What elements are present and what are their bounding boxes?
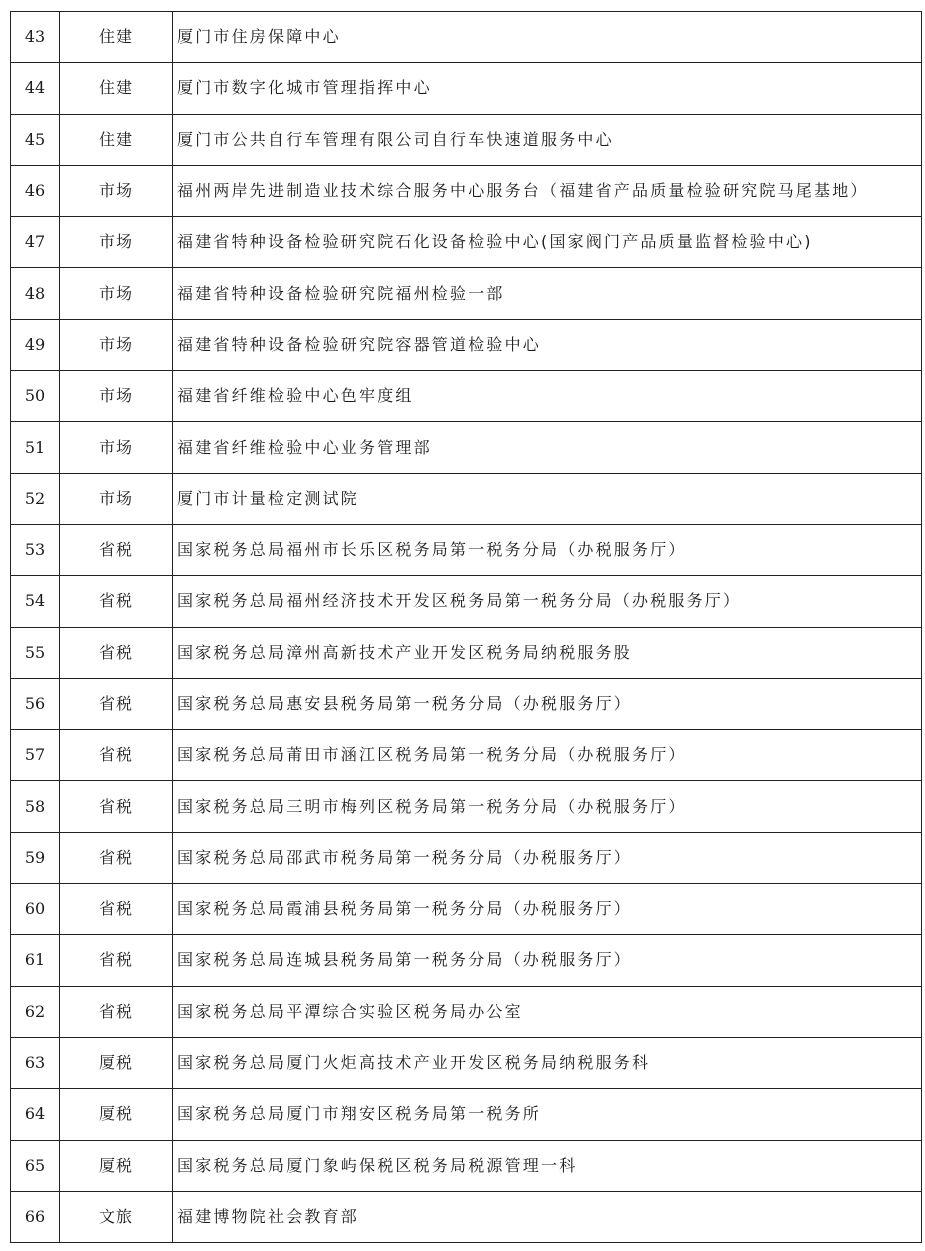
department-cell: 厦税	[59, 1038, 172, 1088]
table-row	[11, 935, 921, 986]
department-cell: 省税	[59, 730, 172, 780]
department-cell: 省税	[59, 576, 172, 626]
row-number-cell: 61	[24, 950, 46, 970]
row-number-cell: 59	[24, 847, 46, 867]
table-row	[11, 371, 921, 422]
unit-name-cell: 厦门市计量检定测试院	[172, 474, 921, 524]
unit-name-cell: 国家税务总局厦门象屿保税区税务局税源管理一科	[172, 1141, 921, 1191]
row-number-cell: 45	[24, 129, 46, 149]
unit-name-cell: 国家税务总局漳州高新技术产业开发区税务局纳税服务股	[172, 628, 921, 678]
department-cell: 省税	[59, 525, 172, 575]
unit-name-cell: 国家税务总局三明市梅列区税务局第一税务分局（办税服务厅）	[172, 781, 921, 831]
unit-list-table	[10, 11, 922, 1243]
unit-name-cell: 国家税务总局厦门火炬高技术产业开发区税务局纳税服务科	[172, 1038, 921, 1088]
row-number-cell: 46	[24, 181, 46, 201]
row-number-cell: 53	[24, 540, 46, 560]
table-row	[11, 833, 921, 884]
department-cell: 住建	[59, 115, 172, 165]
table-row	[11, 1089, 921, 1140]
department-cell: 住建	[59, 63, 172, 113]
row-number-cell: 62	[24, 1001, 46, 1021]
row-number-cell: 60	[24, 899, 46, 919]
row-number-cell: 65	[24, 1155, 46, 1175]
department-cell: 省税	[59, 987, 172, 1037]
table-row	[11, 628, 921, 679]
department-cell: 市场	[59, 268, 172, 318]
table-row	[11, 166, 921, 217]
table-row	[11, 474, 921, 525]
department-cell: 市场	[59, 371, 172, 421]
row-number-cell: 64	[24, 1104, 46, 1124]
row-number-cell: 55	[24, 642, 46, 662]
table-row	[11, 525, 921, 576]
unit-name-cell: 福建省纤维检验中心色牢度组	[172, 371, 921, 421]
table-row	[11, 320, 921, 371]
row-number-cell: 57	[24, 745, 46, 765]
unit-name-cell: 福建省特种设备检验研究院福州检验一部	[172, 268, 921, 318]
unit-name-cell: 厦门市住房保障中心	[172, 12, 921, 62]
unit-name-cell: 国家税务总局福州市长乐区税务局第一税务分局（办税服务厅）	[172, 525, 921, 575]
unit-name-cell: 国家税务总局莆田市涵江区税务局第一税务分局（办税服务厅）	[172, 730, 921, 780]
row-number-cell: 48	[24, 283, 46, 303]
table-row	[11, 422, 921, 473]
unit-name-cell: 国家税务总局霞浦县税务局第一税务分局（办税服务厅）	[172, 884, 921, 934]
unit-name-cell: 国家税务总局厦门市翔安区税务局第一税务所	[172, 1089, 921, 1139]
unit-name-cell: 国家税务总局连城县税务局第一税务分局（办税服务厅）	[172, 935, 921, 985]
department-cell: 省税	[59, 935, 172, 985]
row-number-cell: 58	[24, 796, 46, 816]
department-cell: 市场	[59, 166, 172, 216]
table-row	[11, 268, 921, 319]
department-cell: 市场	[59, 217, 172, 267]
row-number-cell: 44	[24, 78, 46, 98]
row-number-cell: 66	[24, 1206, 46, 1226]
unit-name-cell: 福州两岸先进制造业技术综合服务中心服务台（福建省产品质量检验研究院马尾基地）	[172, 166, 921, 216]
unit-name-cell: 福建省特种设备检验研究院容器管道检验中心	[172, 320, 921, 370]
table-row	[11, 884, 921, 935]
table-row	[11, 12, 921, 63]
department-cell: 市场	[59, 474, 172, 524]
row-number-cell: 63	[24, 1053, 46, 1073]
row-number-cell: 56	[24, 694, 46, 713]
department-cell: 省税	[59, 679, 172, 729]
row-number-cell: 52	[24, 488, 46, 508]
table-row	[11, 781, 921, 832]
department-cell: 住建	[59, 12, 172, 62]
row-number-cell: 49	[24, 334, 46, 354]
table-row	[11, 1192, 921, 1243]
table-row	[11, 217, 921, 268]
department-cell: 省税	[59, 833, 172, 883]
table-row	[11, 576, 921, 627]
department-cell: 市场	[59, 422, 172, 472]
department-cell: 厦税	[59, 1089, 172, 1139]
table-row	[11, 1038, 921, 1089]
unit-name-cell: 国家税务总局平潭综合实验区税务局办公室	[172, 987, 921, 1037]
unit-name-cell: 福建省特种设备检验研究院石化设备检验中心(国家阀门产品质量监督检验中心)	[172, 217, 921, 267]
unit-name-cell: 厦门市数字化城市管理指挥中心	[172, 63, 921, 113]
table-row	[11, 679, 921, 730]
department-cell: 市场	[59, 320, 172, 370]
unit-name-cell: 国家税务总局福州经济技术开发区税务局第一税务分局（办税服务厅）	[172, 576, 921, 626]
row-number-cell: 54	[24, 591, 46, 611]
table-row	[11, 115, 921, 166]
department-cell: 省税	[59, 781, 172, 831]
table-row	[11, 730, 921, 781]
unit-name-cell: 福建博物院社会教育部	[172, 1192, 921, 1242]
table-row	[11, 63, 921, 114]
row-number-cell: 43	[24, 27, 46, 47]
department-cell: 文旅	[59, 1192, 172, 1242]
department-cell: 厦税	[59, 1141, 172, 1191]
unit-name-cell: 福建省纤维检验中心业务管理部	[172, 422, 921, 472]
table-row	[11, 1141, 921, 1192]
unit-name-cell: 国家税务总局惠安县税务局第一税务分局（办税服务厅）	[172, 679, 921, 729]
row-number-cell: 51	[24, 437, 46, 457]
department-cell: 省税	[59, 628, 172, 678]
department-cell: 省税	[59, 884, 172, 934]
row-number-cell: 47	[24, 232, 46, 252]
unit-name-cell: 厦门市公共自行车管理有限公司自行车快速道服务中心	[172, 115, 921, 165]
row-number-cell: 50	[24, 386, 46, 406]
table-row	[11, 987, 921, 1038]
unit-name-cell: 国家税务总局邵武市税务局第一税务分局（办税服务厅）	[172, 833, 921, 883]
